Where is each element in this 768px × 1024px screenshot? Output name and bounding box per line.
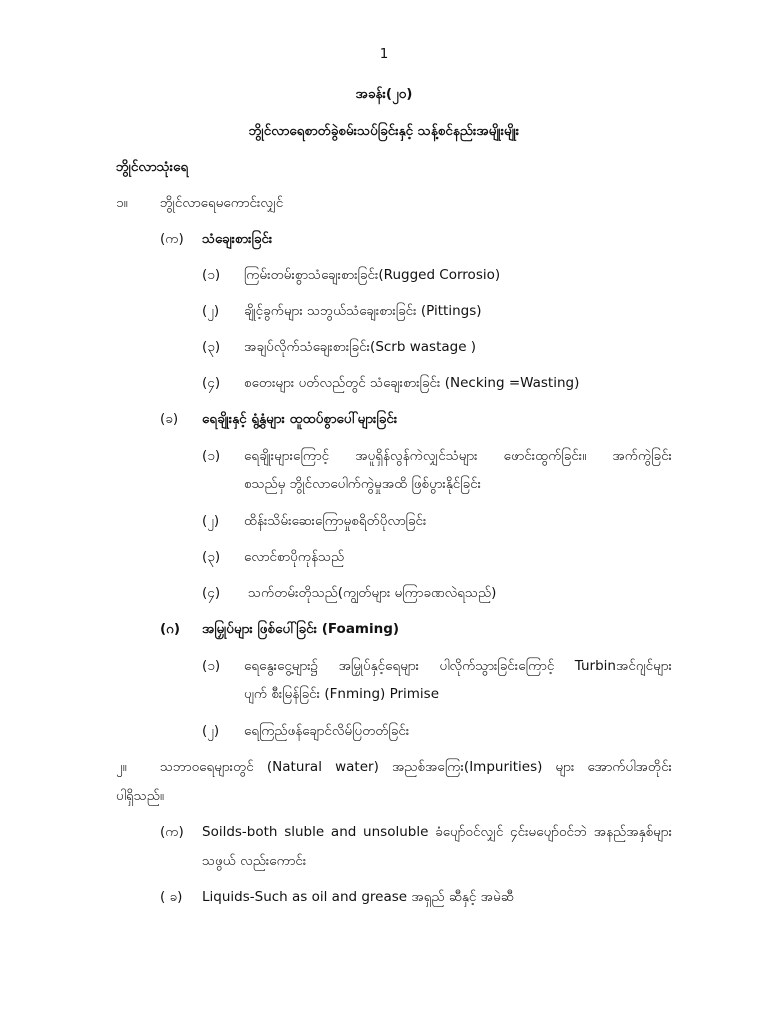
list-item-number: (၄): [202, 375, 221, 391]
subsection-k-label: သံချေးစားခြင်း: [202, 231, 273, 247]
subsection-k-number: (က): [160, 231, 184, 247]
list-item-text: စတေးများ ပတ်လည်တွင် သံချေးစားခြင်း (Necking =Wasting): [244, 375, 580, 391]
section-2-number: ၂။: [116, 759, 127, 775]
subsection-g-number: (ဂ): [160, 621, 181, 637]
list-item-number: (၂): [202, 513, 220, 529]
section-heading: ဘွိုင်လာသုံးရေ: [116, 159, 189, 175]
list-item-text: ထိန်းသိမ်းဆေးကြောမှုစရိတ်ပိုလာခြင်း: [244, 513, 427, 529]
list-item-text: ရေချိုးများကြောင့် အပူရှိန်လွန်ကဲလျှင်သံများ ဖောင်းထွက်ခြင်း။ အက်ကွဲခြင်း: [244, 448, 672, 464]
list-item-text: သက်တမ်းတိုသည်(ကျွတ်များ မကြာခဏလဲရသည်): [248, 585, 497, 601]
list-item-number: (၃): [202, 549, 221, 565]
chapter-heading: အခန်း(၂၀): [355, 86, 413, 102]
section-2-text: သဘာဝရေများတွင် (Natural water) အညစ်အကြေး(Impurities) များ အောက်ပါအတိုင်း: [160, 759, 672, 775]
list-item-number: (၁): [202, 448, 221, 464]
list-item-number: (၂): [202, 303, 220, 319]
list-item-text: လောင်စာပိုကုန်သည်: [244, 549, 345, 565]
list-item-text: Liquids-Such as oil and grease အရှည် ဆီနှင့် အမဲဆီ: [202, 889, 514, 905]
list-item-number: (၂): [202, 723, 220, 739]
list-item-text: ကြမ်းတမ်းစွာသံချေးစားခြင်း(Rugged Corrosio): [244, 267, 501, 283]
list-item-number: (၁): [202, 658, 221, 674]
page-title: ဘွိုင်လာရေစာတ်ခွဲစမ်းသပ်ခြင်းနှင့် သန့်စင်နည်းအမျိုးမျိုး: [248, 123, 520, 139]
list-item-text-continued: သဖွယ် လည်းကောင်း: [202, 853, 307, 869]
list-item-text-continued: စသည်မှ ဘွိုင်လာပေါက်ကွဲမှုအထိ ဖြစ်ပွားနိုင်ခြင်း: [244, 476, 482, 492]
list-item-text: ချိုင့်ခွက်များ သဘွယ်သံချေးစားခြင်း (Pittings): [244, 303, 482, 319]
list-item-text: အချပ်လိုက်သံချေးစားခြင်း(Scrb wastage ): [244, 339, 477, 355]
list-item-text-continued: ပျက် စီးမြန်ခြင်း (Fnming) Primise: [244, 686, 440, 702]
list-item-text: ရေနွေးငွေ့များ၌ အမြှုပ်နှင့်ရေများ ပါလိုက်သွားခြင်းကြောင့် Turbinအင်ဂျင်များ: [244, 658, 672, 674]
list-item-text: Soilds-both sluble and unsoluble ခံပျော်ဝင်လျှင် ၄င်းမပျော်ဝင်ဘဲ အနည်အနှစ်များ: [202, 824, 672, 840]
list-item-text: ရေကြည်ဖန်ချောင်လိမ်ပြတတ်ခြင်း: [244, 723, 410, 739]
list-item-number: (၁): [202, 267, 221, 283]
list-item-number: (၄): [202, 585, 221, 601]
section-2-text-continued: ပါရှိသည်။: [116, 788, 164, 804]
section-1-number: ၁။: [116, 195, 128, 211]
subsection-kh-number: (ခ): [160, 411, 179, 427]
list-item-number: (က): [160, 824, 184, 840]
subsection-g-label: အမြှုပ်များ ဖြစ်ပေါ်ခြင်း (Foaming): [202, 621, 400, 637]
section-1-text: ဘွိုင်လာရေမကောင်းလျှင်: [160, 195, 284, 211]
subsection-kh-label: ရေချိုးနှင့် ရွံ့နွံများ ထူထပ်စွာပေါ်များခြင်း: [202, 411, 398, 427]
page-number: 1: [379, 46, 389, 62]
list-item-number: (၃): [202, 339, 221, 355]
list-item-number: ( ခ): [160, 889, 183, 905]
